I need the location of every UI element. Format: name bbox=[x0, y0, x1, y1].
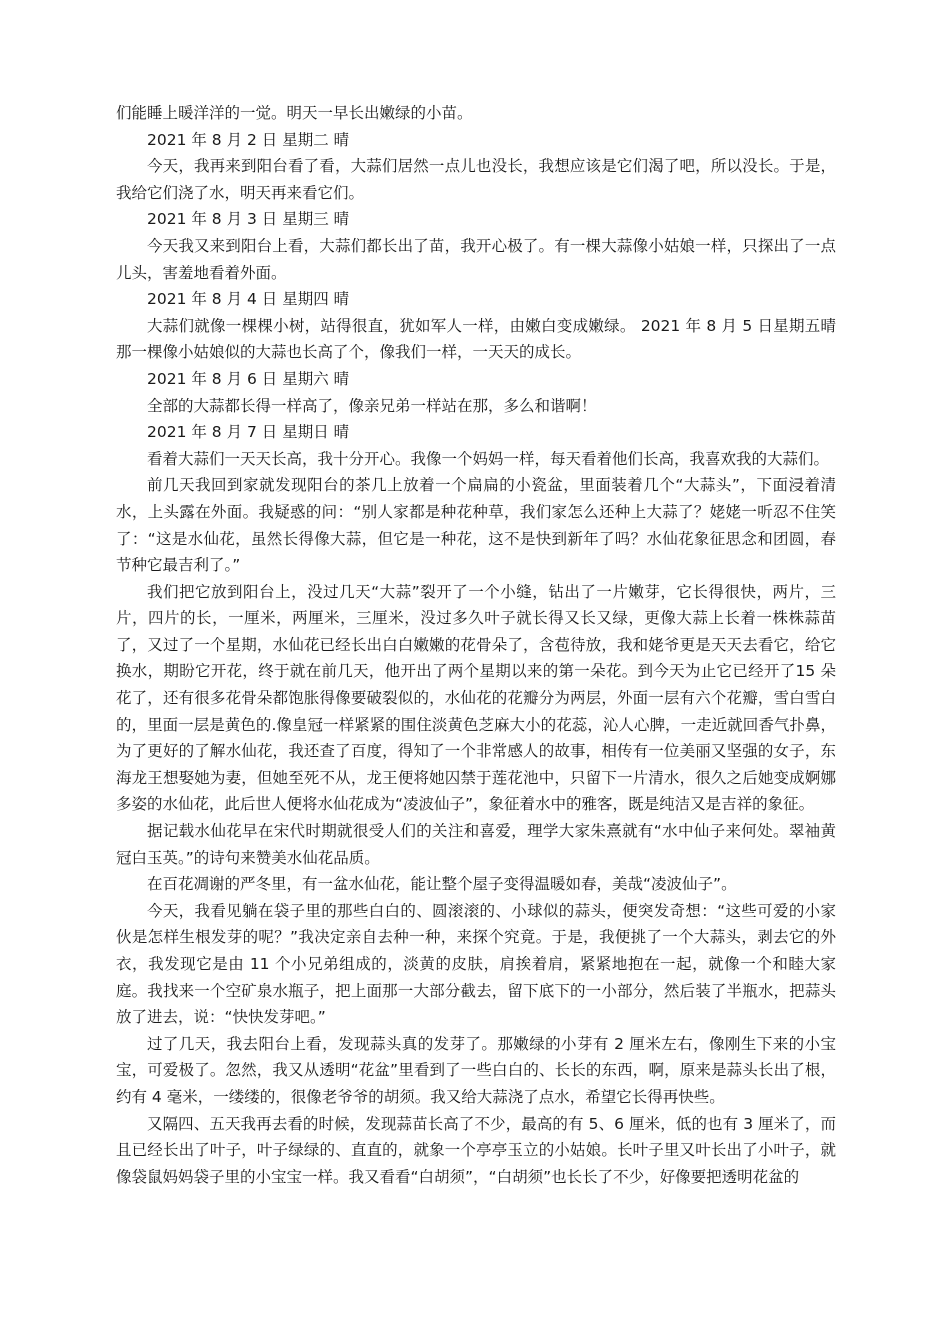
paragraph: 全部的大蒜都长得一样高了，像亲兄弟一样站在那，多么和谐啊！ bbox=[147, 396, 597, 415]
paragraph: 又隔四、五天我再去看的时候，发现蒜苗长高了不少，最高的有 5、6 厘米，低的也有 3 厘米了，而且已经长出了叶子，叶子绿绿的、直直的，就象一个亭亭玉立的小姑娘。长叶子里又叶长出了小叶子，就像袋鼠妈妈袋子里的小宝宝一样。我又看看“白胡须”，“白胡须”也长长了不少，好像要把透明花盆的 bbox=[116, 1114, 836, 1186]
paragraph: 今天，我看见躺在袋子里的那些白白的、圆滚滚的、小球似的蒜头，便突发奇想：“这些可爱的小家伙是怎样生根发芽的呢？”我决定亲自去种一种，来探个究竟。于是，我便挑了一个大蒜头，剥去它的外衣，我发现它是由 11 个小兄弟组成的，淡黄的皮肤，肩挨着肩，紧紧地抱在一起，就像一个和睦大家庭。我找来一个空矿泉水瓶子，把上面那一大部分截去，留下底下的一小部分，然后装了半瓶水，把蒜头放了进去，说：“快快发芽吧。” bbox=[116, 901, 836, 1027]
paragraph: 在百花凋谢的严冬里，有一盆水仙花，能让整个屋子变得温暖如春，美哉“凌波仙子”。 bbox=[147, 875, 737, 894]
diary-date: 2021 年 8 月 2 日 星期二 晴 bbox=[147, 130, 350, 149]
diary-date: 2021 年 8 月 4 日 星期四 晴 bbox=[147, 290, 350, 309]
paragraph: 我们把它放到阳台上，没过几天“大蒜”裂开了一个小缝，钻出了一片嫩芽，它长得很快，两片，三片，四片的长，一厘米，两厘米，三厘米，没过多久叶子就长得又长又绿，更像大蒜上长着一株株蒜苗了，又过了一个星期，水仙花已经长出白白嫩嫩的花骨朵了，含苞待放，我和姥爷更是天天去看它，给它换水，期盼它开花，终于就在前几天，他开出了两个星期以来的第一朵花。到今天为止它已经开了15 朵花了，还有很多花骨朵都饱胀得像要破裂似的，水仙花的花瓣分为两层，外面一层有六个花瓣，雪白雪白的，里面一层是黄色的.像皇冠一样紧紧的围住淡黄色芝麻大小的花蕊，沁人心脾，一走近就回香气扑鼻，为了更好的了解水仙花，我还查了百度，得知了一个非常感人的故事，相传有一位美丽又坚强的女子，东海龙王想娶她为妻，但她至死不从，龙王便将她囚禁于莲花池中，只留下一片清水，很久之后她变成婀娜多姿的水仙花，此后世人便将水仙花成为“凌波仙子”，象征着水中的雅客，既是纯洁又是吉祥的象征。 bbox=[116, 582, 836, 814]
paragraph: 据记载水仙花早在宋代时期就很受人们的关注和喜爱，理学大家朱熹就有“水中仙子来何处。翠袖黄冠白玉英。”的诗句来赞美水仙花品质。 bbox=[116, 822, 836, 867]
paragraph: 今天，我再来到阳台看了看，大蒜们居然一点儿也没长，我想应该是它们渴了吧，所以没长。于是，我给它们浇了水，明天再来看它们。 bbox=[116, 157, 836, 202]
paragraph: 大蒜们就像一棵棵小树，站得很直，犹如军人一样，由嫩白变成嫩绿。 2021 年 8 月 5 日星期五晴那一棵像小姑娘似的大蒜也长高了个，像我们一样，一天天的成长。 bbox=[116, 316, 836, 362]
paragraph: 过了几天，我去阳台上看，发现蒜头真的发芽了。那嫩绿的小芽有 2 厘米左右，像刚生下来的小宝宝，可爱极了。忽然，我又从透明“花盆”里看到了一些白白的、长长的东西，啊，原来是蒜头长出了根，约有 4 毫米，一缕缕的，很像老爷爷的胡须。我又给大蒜浇了点水，希望它长得再快些。 bbox=[116, 1034, 837, 1106]
diary-date: 2021 年 8 月 6 日 星期六 晴 bbox=[147, 369, 350, 388]
paragraph: 今天我又来到阳台上看，大蒜们都长出了苗，我开心极了。有一棵大蒜像小姑娘一样，只探出了一点儿头，害羞地看着外面。 bbox=[116, 236, 836, 282]
paragraph: 前几天我回到家就发现阳台的茶几上放着一个扁扁的小瓷盆，里面装着几个“大蒜头”，下面浸着清水，上头露在外面。我疑惑的问：“别人家都是种花种草，我们家怎么还种上大蒜了？姥姥一听忍不住笑了：“这是水仙花，虽然长得像大蒜，但它是一种花，这不是快到新年了吗？水仙花象征思念和团圆，春节种它最吉利了。” bbox=[116, 476, 836, 575]
document-page bbox=[116, 100, 836, 1190]
diary-date: 2021 年 8 月 7 日 星期日 晴 bbox=[147, 423, 350, 442]
paragraph: 看着大蒜们一天天长高，我十分开心。我像一个妈妈一样，每天看着他们长高，我喜欢我的大蒜们。 bbox=[147, 449, 830, 468]
paragraph-continued: 们能睡上暖洋洋的一觉。明天一早长出嫩绿的小苗。 bbox=[116, 104, 473, 122]
diary-date: 2021 年 8 月 3 日 星期三 晴 bbox=[147, 210, 350, 229]
